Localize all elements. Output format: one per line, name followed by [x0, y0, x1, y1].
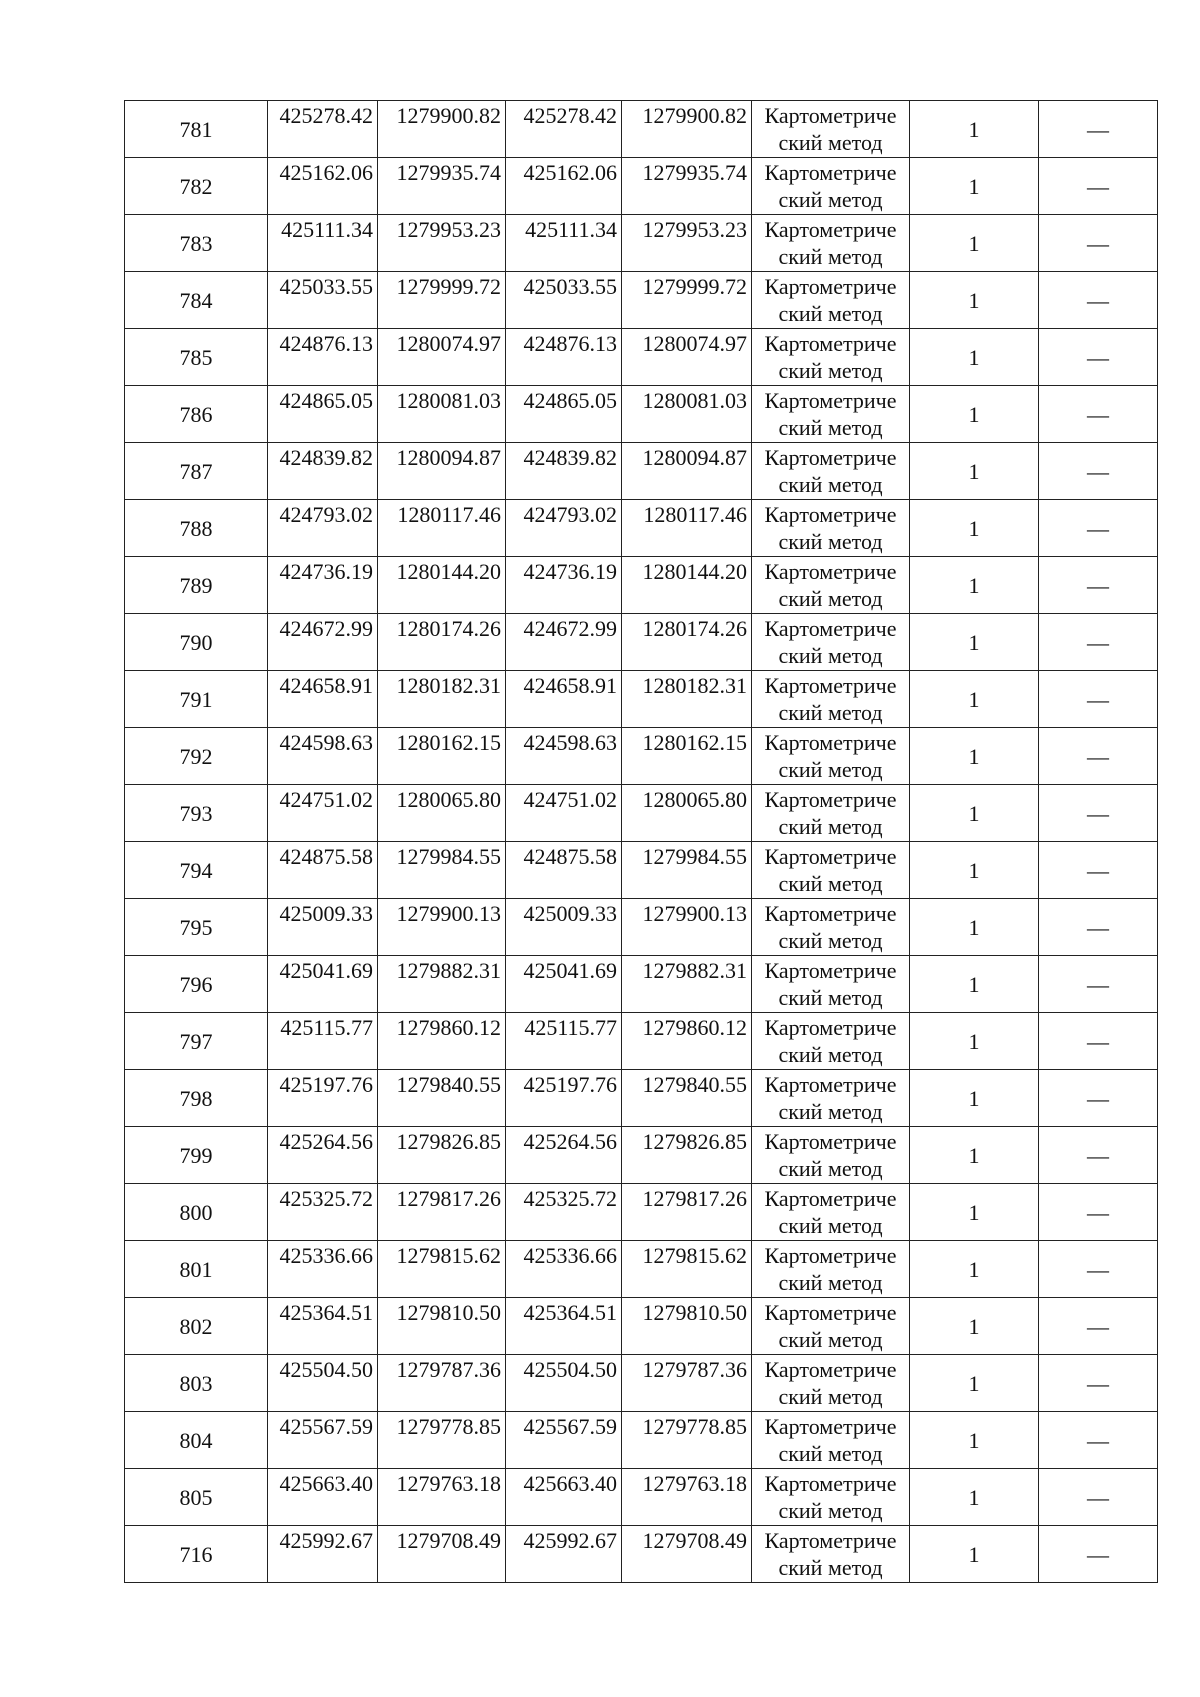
- y-existing-cell: 1279817.26: [378, 1184, 506, 1241]
- table-body: [125, 101, 1158, 1583]
- method-text-line-1: Картометриче: [764, 502, 897, 527]
- method-text-line-2: ский метод: [778, 643, 883, 668]
- table-row: [125, 842, 1158, 899]
- table-row: [125, 1127, 1158, 1184]
- method-cell: [752, 1184, 910, 1241]
- y-existing-cell: 1279826.85: [378, 1127, 506, 1184]
- note-cell: —: [1039, 1184, 1158, 1241]
- table-row: [125, 728, 1158, 785]
- accuracy-cell: 1: [910, 1355, 1039, 1412]
- y-existing-cell: 1280094.87: [378, 443, 506, 500]
- y-refined-cell: 1280094.87: [622, 443, 752, 500]
- table-row: [125, 1070, 1158, 1127]
- accuracy-cell: 1: [910, 272, 1039, 329]
- point-number-cell: 796: [125, 956, 268, 1013]
- y-existing-cell: 1279787.36: [378, 1355, 506, 1412]
- method-cell: [752, 614, 910, 671]
- x-existing-cell: 424876.13: [268, 329, 378, 386]
- x-refined-cell: 425162.06: [506, 158, 622, 215]
- note-cell: —: [1039, 1127, 1158, 1184]
- y-existing-cell: 1279953.23: [378, 215, 506, 272]
- point-number-cell: 798: [125, 1070, 268, 1127]
- method-text-line-1: Картометриче: [764, 1300, 897, 1325]
- y-refined-cell: 1279935.74: [622, 158, 752, 215]
- method-text-line-2: ский метод: [778, 244, 883, 269]
- x-refined-cell: 424751.02: [506, 785, 622, 842]
- table-row: [125, 215, 1158, 272]
- method-text-line-1: Картометриче: [764, 844, 897, 869]
- x-existing-cell: 424793.02: [268, 500, 378, 557]
- x-refined-cell: 425992.67: [506, 1526, 622, 1583]
- x-existing-cell: 424875.58: [268, 842, 378, 899]
- note-cell: —: [1039, 956, 1158, 1013]
- x-existing-cell: 425197.76: [268, 1070, 378, 1127]
- x-existing-cell: 425336.66: [268, 1241, 378, 1298]
- x-existing-cell: 424751.02: [268, 785, 378, 842]
- y-refined-cell: 1280182.31: [622, 671, 752, 728]
- method-cell: [752, 1070, 910, 1127]
- x-existing-cell: 425325.72: [268, 1184, 378, 1241]
- note-cell: —: [1039, 1070, 1158, 1127]
- x-refined-cell: 424875.58: [506, 842, 622, 899]
- y-existing-cell: 1280182.31: [378, 671, 506, 728]
- y-refined-cell: 1279953.23: [622, 215, 752, 272]
- method-text-line-2: ский метод: [778, 472, 883, 497]
- x-refined-cell: 425278.42: [506, 101, 622, 158]
- x-refined-cell: 425504.50: [506, 1355, 622, 1412]
- x-existing-cell: 425264.56: [268, 1127, 378, 1184]
- x-existing-cell: 424736.19: [268, 557, 378, 614]
- method-text-line-1: Картометриче: [764, 616, 897, 641]
- table-row: [125, 1469, 1158, 1526]
- note-cell: —: [1039, 1298, 1158, 1355]
- note-cell: —: [1039, 1355, 1158, 1412]
- note-cell: —: [1039, 842, 1158, 899]
- note-cell: —: [1039, 671, 1158, 728]
- method-text-line-2: ский метод: [778, 1555, 883, 1580]
- table-row: [125, 671, 1158, 728]
- accuracy-cell: 1: [910, 1127, 1039, 1184]
- table-row: [125, 272, 1158, 329]
- x-existing-cell: 425041.69: [268, 956, 378, 1013]
- method-cell: [752, 1526, 910, 1583]
- accuracy-cell: 1: [910, 785, 1039, 842]
- y-existing-cell: 1279860.12: [378, 1013, 506, 1070]
- y-existing-cell: 1279935.74: [378, 158, 506, 215]
- method-text-line-2: ский метод: [778, 1270, 883, 1295]
- x-existing-cell: 424672.99: [268, 614, 378, 671]
- x-existing-cell: 424598.63: [268, 728, 378, 785]
- point-number-cell: 784: [125, 272, 268, 329]
- x-refined-cell: 425336.66: [506, 1241, 622, 1298]
- method-text-line-2: ский метод: [778, 1441, 883, 1466]
- method-text-line-2: ский метод: [778, 871, 883, 896]
- y-existing-cell: 1280081.03: [378, 386, 506, 443]
- x-refined-cell: 425009.33: [506, 899, 622, 956]
- method-text-line-1: Картометриче: [764, 1072, 897, 1097]
- y-refined-cell: 1280081.03: [622, 386, 752, 443]
- y-existing-cell: 1279708.49: [378, 1526, 506, 1583]
- method-text-line-2: ский метод: [778, 187, 883, 212]
- method-cell: [752, 899, 910, 956]
- method-text-line-1: Картометриче: [764, 274, 897, 299]
- x-existing-cell: 425009.33: [268, 899, 378, 956]
- method-text-line-2: ский метод: [778, 1042, 883, 1067]
- method-text-line-2: ский метод: [778, 301, 883, 326]
- method-text-line-1: Картометриче: [764, 559, 897, 584]
- method-text-line-2: ский метод: [778, 757, 883, 782]
- y-existing-cell: 1279984.55: [378, 842, 506, 899]
- y-refined-cell: 1279882.31: [622, 956, 752, 1013]
- y-refined-cell: 1280174.26: [622, 614, 752, 671]
- note-cell: —: [1039, 1241, 1158, 1298]
- y-refined-cell: 1279840.55: [622, 1070, 752, 1127]
- method-cell: [752, 671, 910, 728]
- method-cell: [752, 386, 910, 443]
- method-text-line-2: ский метод: [778, 415, 883, 440]
- method-text-line-1: Картометриче: [764, 160, 897, 185]
- x-refined-cell: 425264.56: [506, 1127, 622, 1184]
- accuracy-cell: 1: [910, 956, 1039, 1013]
- y-existing-cell: 1279763.18: [378, 1469, 506, 1526]
- method-cell: [752, 329, 910, 386]
- table-row: [125, 956, 1158, 1013]
- y-existing-cell: 1279999.72: [378, 272, 506, 329]
- accuracy-cell: 1: [910, 614, 1039, 671]
- y-existing-cell: 1280065.80: [378, 785, 506, 842]
- table-row: [125, 1241, 1158, 1298]
- point-number-cell: 803: [125, 1355, 268, 1412]
- accuracy-cell: 1: [910, 215, 1039, 272]
- point-number-cell: 794: [125, 842, 268, 899]
- table-row: [125, 1355, 1158, 1412]
- y-refined-cell: 1279810.50: [622, 1298, 752, 1355]
- y-refined-cell: 1279763.18: [622, 1469, 752, 1526]
- coordinates-table: [124, 100, 1158, 1583]
- table-row: [125, 500, 1158, 557]
- method-text-line-2: ский метод: [778, 814, 883, 839]
- y-refined-cell: 1279787.36: [622, 1355, 752, 1412]
- accuracy-cell: 1: [910, 1412, 1039, 1469]
- method-text-line-1: Картометриче: [764, 103, 897, 128]
- method-text-line-1: Картометриче: [764, 958, 897, 983]
- x-refined-cell: 425197.76: [506, 1070, 622, 1127]
- point-number-cell: 793: [125, 785, 268, 842]
- method-cell: [752, 1355, 910, 1412]
- y-existing-cell: 1279778.85: [378, 1412, 506, 1469]
- method-text-line-1: Картометриче: [764, 1357, 897, 1382]
- point-number-cell: 783: [125, 215, 268, 272]
- note-cell: —: [1039, 899, 1158, 956]
- method-cell: [752, 1298, 910, 1355]
- x-existing-cell: 425504.50: [268, 1355, 378, 1412]
- x-refined-cell: 424839.82: [506, 443, 622, 500]
- method-text-line-2: ский метод: [778, 1498, 883, 1523]
- accuracy-cell: 1: [910, 500, 1039, 557]
- accuracy-cell: 1: [910, 1013, 1039, 1070]
- y-existing-cell: 1280174.26: [378, 614, 506, 671]
- method-text-line-1: Картометриче: [764, 901, 897, 926]
- point-number-cell: 786: [125, 386, 268, 443]
- point-number-cell: 801: [125, 1241, 268, 1298]
- accuracy-cell: 1: [910, 728, 1039, 785]
- note-cell: —: [1039, 1526, 1158, 1583]
- accuracy-cell: 1: [910, 842, 1039, 899]
- note-cell: —: [1039, 1469, 1158, 1526]
- accuracy-cell: 1: [910, 158, 1039, 215]
- point-number-cell: 789: [125, 557, 268, 614]
- y-existing-cell: 1279810.50: [378, 1298, 506, 1355]
- y-refined-cell: 1279826.85: [622, 1127, 752, 1184]
- method-cell: [752, 1241, 910, 1298]
- table-row: [125, 1184, 1158, 1241]
- method-cell: [752, 1412, 910, 1469]
- y-refined-cell: 1279984.55: [622, 842, 752, 899]
- method-text-line-2: ский метод: [778, 985, 883, 1010]
- accuracy-cell: 1: [910, 329, 1039, 386]
- point-number-cell: 792: [125, 728, 268, 785]
- method-cell: [752, 272, 910, 329]
- x-existing-cell: 425033.55: [268, 272, 378, 329]
- point-number-cell: 788: [125, 500, 268, 557]
- y-refined-cell: 1280065.80: [622, 785, 752, 842]
- point-number-cell: 804: [125, 1412, 268, 1469]
- y-existing-cell: 1279815.62: [378, 1241, 506, 1298]
- x-refined-cell: 424876.13: [506, 329, 622, 386]
- method-text-line-1: Картометриче: [764, 1243, 897, 1268]
- point-number-cell: 805: [125, 1469, 268, 1526]
- method-cell: [752, 215, 910, 272]
- note-cell: —: [1039, 215, 1158, 272]
- accuracy-cell: 1: [910, 443, 1039, 500]
- y-existing-cell: 1280162.15: [378, 728, 506, 785]
- x-refined-cell: 425364.51: [506, 1298, 622, 1355]
- method-text-line-1: Картометриче: [764, 1186, 897, 1211]
- note-cell: —: [1039, 1013, 1158, 1070]
- point-number-cell: 790: [125, 614, 268, 671]
- method-cell: [752, 1127, 910, 1184]
- x-existing-cell: 425162.06: [268, 158, 378, 215]
- table-row: [125, 329, 1158, 386]
- table-row: [125, 899, 1158, 956]
- method-text-line-1: Картометриче: [764, 445, 897, 470]
- method-cell: [752, 728, 910, 785]
- y-existing-cell: 1279882.31: [378, 956, 506, 1013]
- note-cell: —: [1039, 329, 1158, 386]
- y-refined-cell: 1279999.72: [622, 272, 752, 329]
- method-text-line-1: Картометриче: [764, 1528, 897, 1553]
- note-cell: —: [1039, 557, 1158, 614]
- method-text-line-1: Картометриче: [764, 1471, 897, 1496]
- x-refined-cell: 424736.19: [506, 557, 622, 614]
- method-text-line-2: ский метод: [778, 1099, 883, 1124]
- table-row: [125, 386, 1158, 443]
- y-existing-cell: 1279900.13: [378, 899, 506, 956]
- x-existing-cell: 425115.77: [268, 1013, 378, 1070]
- x-refined-cell: 425115.77: [506, 1013, 622, 1070]
- y-refined-cell: 1279900.13: [622, 899, 752, 956]
- x-refined-cell: 425111.34: [506, 215, 622, 272]
- table-row: [125, 101, 1158, 158]
- method-text-line-1: Картометриче: [764, 730, 897, 755]
- x-refined-cell: 425033.55: [506, 272, 622, 329]
- note-cell: —: [1039, 785, 1158, 842]
- accuracy-cell: 1: [910, 1298, 1039, 1355]
- note-cell: —: [1039, 500, 1158, 557]
- note-cell: —: [1039, 443, 1158, 500]
- x-existing-cell: 424658.91: [268, 671, 378, 728]
- table-row: [125, 1526, 1158, 1583]
- y-refined-cell: 1279860.12: [622, 1013, 752, 1070]
- x-refined-cell: 424865.05: [506, 386, 622, 443]
- method-text-line-2: ский метод: [778, 1327, 883, 1352]
- method-cell: [752, 842, 910, 899]
- note-cell: —: [1039, 158, 1158, 215]
- table-row: [125, 557, 1158, 614]
- point-number-cell: 716: [125, 1526, 268, 1583]
- point-number-cell: 795: [125, 899, 268, 956]
- point-number-cell: 797: [125, 1013, 268, 1070]
- table-row: [125, 443, 1158, 500]
- method-text-line-2: ский метод: [778, 700, 883, 725]
- accuracy-cell: 1: [910, 899, 1039, 956]
- y-refined-cell: 1279900.82: [622, 101, 752, 158]
- method-text-line-1: Картометриче: [764, 1414, 897, 1439]
- x-refined-cell: 425041.69: [506, 956, 622, 1013]
- method-cell: [752, 956, 910, 1013]
- point-number-cell: 782: [125, 158, 268, 215]
- x-refined-cell: 425567.59: [506, 1412, 622, 1469]
- method-cell: [752, 1469, 910, 1526]
- y-existing-cell: 1280074.97: [378, 329, 506, 386]
- x-existing-cell: 424865.05: [268, 386, 378, 443]
- x-existing-cell: 424839.82: [268, 443, 378, 500]
- table-row: [125, 158, 1158, 215]
- method-text-line-2: ский метод: [778, 358, 883, 383]
- method-text-line-1: Картометриче: [764, 331, 897, 356]
- point-number-cell: 791: [125, 671, 268, 728]
- x-existing-cell: 425663.40: [268, 1469, 378, 1526]
- x-existing-cell: 425364.51: [268, 1298, 378, 1355]
- note-cell: —: [1039, 614, 1158, 671]
- point-number-cell: 781: [125, 101, 268, 158]
- y-existing-cell: 1279900.82: [378, 101, 506, 158]
- accuracy-cell: 1: [910, 1241, 1039, 1298]
- method-cell: [752, 101, 910, 158]
- point-number-cell: 799: [125, 1127, 268, 1184]
- table-row: [125, 1013, 1158, 1070]
- x-existing-cell: 425992.67: [268, 1526, 378, 1583]
- method-text-line-2: ский метод: [778, 1213, 883, 1238]
- table-row: [125, 785, 1158, 842]
- method-text-line-1: Картометриче: [764, 787, 897, 812]
- y-existing-cell: 1280144.20: [378, 557, 506, 614]
- method-text-line-1: Картометриче: [764, 1129, 897, 1154]
- x-existing-cell: 425278.42: [268, 101, 378, 158]
- method-text-line-2: ский метод: [778, 1384, 883, 1409]
- x-refined-cell: 424793.02: [506, 500, 622, 557]
- x-existing-cell: 425111.34: [268, 215, 378, 272]
- note-cell: —: [1039, 386, 1158, 443]
- method-text-line-1: Картометриче: [764, 217, 897, 242]
- accuracy-cell: 1: [910, 1469, 1039, 1526]
- accuracy-cell: 1: [910, 1184, 1039, 1241]
- y-existing-cell: 1280117.46: [378, 500, 506, 557]
- method-cell: [752, 158, 910, 215]
- note-cell: —: [1039, 1412, 1158, 1469]
- y-refined-cell: 1280144.20: [622, 557, 752, 614]
- x-refined-cell: 424658.91: [506, 671, 622, 728]
- method-cell: [752, 1013, 910, 1070]
- table-row: [125, 1412, 1158, 1469]
- accuracy-cell: 1: [910, 1070, 1039, 1127]
- y-refined-cell: 1280117.46: [622, 500, 752, 557]
- x-refined-cell: 424672.99: [506, 614, 622, 671]
- point-number-cell: 787: [125, 443, 268, 500]
- method-text-line-2: ский метод: [778, 586, 883, 611]
- y-refined-cell: 1279815.62: [622, 1241, 752, 1298]
- accuracy-cell: 1: [910, 557, 1039, 614]
- y-refined-cell: 1279817.26: [622, 1184, 752, 1241]
- point-number-cell: 800: [125, 1184, 268, 1241]
- method-cell: [752, 500, 910, 557]
- table-row: [125, 614, 1158, 671]
- accuracy-cell: 1: [910, 101, 1039, 158]
- y-existing-cell: 1279840.55: [378, 1070, 506, 1127]
- method-text-line-2: ский метод: [778, 130, 883, 155]
- y-refined-cell: 1279708.49: [622, 1526, 752, 1583]
- method-text-line-1: Картометриче: [764, 1015, 897, 1040]
- y-refined-cell: 1280162.15: [622, 728, 752, 785]
- method-text-line-1: Картометриче: [764, 673, 897, 698]
- method-cell: [752, 785, 910, 842]
- note-cell: —: [1039, 728, 1158, 785]
- y-refined-cell: 1280074.97: [622, 329, 752, 386]
- y-refined-cell: 1279778.85: [622, 1412, 752, 1469]
- point-number-cell: 802: [125, 1298, 268, 1355]
- accuracy-cell: 1: [910, 386, 1039, 443]
- note-cell: —: [1039, 272, 1158, 329]
- accuracy-cell: 1: [910, 671, 1039, 728]
- method-text-line-2: ский метод: [778, 928, 883, 953]
- table-row: [125, 1298, 1158, 1355]
- method-cell: [752, 443, 910, 500]
- x-refined-cell: 425325.72: [506, 1184, 622, 1241]
- method-cell: [752, 557, 910, 614]
- x-refined-cell: 424598.63: [506, 728, 622, 785]
- method-text-line-1: Картометриче: [764, 388, 897, 413]
- accuracy-cell: 1: [910, 1526, 1039, 1583]
- method-text-line-2: ский метод: [778, 1156, 883, 1181]
- method-text-line-2: ский метод: [778, 529, 883, 554]
- note-cell: —: [1039, 101, 1158, 158]
- x-existing-cell: 425567.59: [268, 1412, 378, 1469]
- point-number-cell: 785: [125, 329, 268, 386]
- x-refined-cell: 425663.40: [506, 1469, 622, 1526]
